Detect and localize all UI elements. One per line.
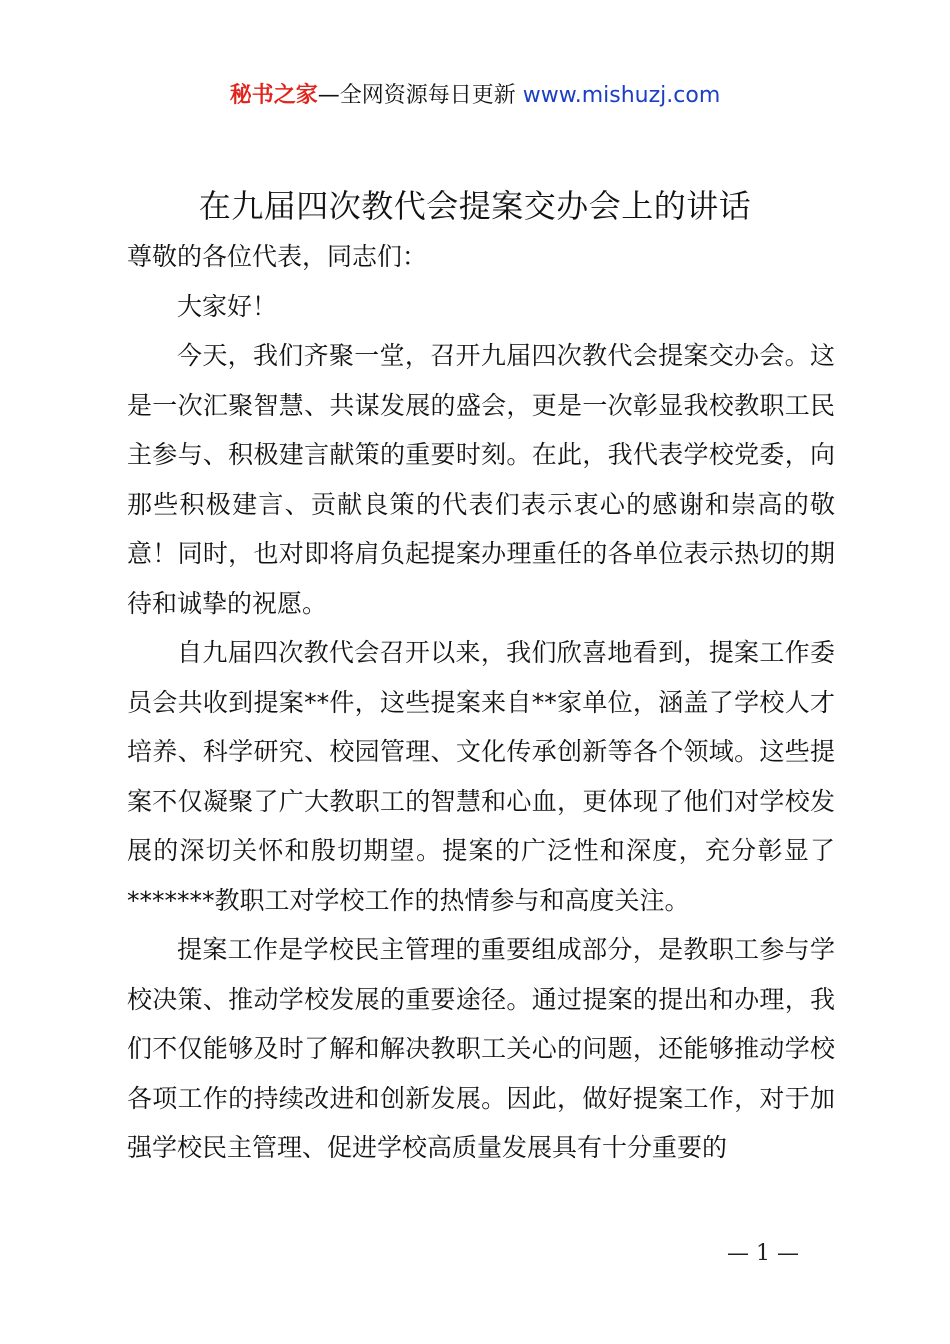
paragraph-proposals-summary: 自九届四次教代会召开以来，我们欣喜地看到，提案工作委员会共收到提案**件，这些提案来自**家单位，涵盖了学校人才培养、科学研究、校园管理、文化传承创新等各个领域。这些提案不仅凝聚了广大教职工的智慧和心血，更体现了他们对学校发展的深切关怀和殷切期望。提案的广泛性和深度，充分彰显了*******教职工对学校工作的热情参与和高度关注。 — [127, 638, 835, 915]
salutation: 尊敬的各位代表，同志们： — [127, 242, 428, 271]
site-url-link[interactable]: www.mishuzj.com — [522, 83, 721, 108]
page-number: — 1 — — [727, 1241, 799, 1266]
paragraph-greeting: 大家好！ — [177, 291, 278, 321]
document-title: 在九届四次教代会提案交办会上的讲话 — [198, 187, 752, 225]
paragraph-opening: 今天，我们齐聚一堂，召开九届四次教代会提案交办会。这是一次汇聚智慧、共谋发展的盛会，更是一次彰显我校教职工民主参与、积极建言献策的重要时刻。在此，我代表学校党委，向那些积极建言、贡献良策的代表们表示衷心的感谢和崇高的敬意！同时，也对即将肩负起提案办理重任的各单位表示热切的期待和诚挚的祝愿。 — [127, 341, 835, 618]
document-body — [127, 232, 835, 1173]
site-tagline: —全网资源每日更新 — [317, 83, 516, 108]
paragraph-proposal-importance: 提案工作是学校民主管理的重要组成部分，是教职工参与学校决策、推动学校发展的重要途径。通过提案的提出和办理，我们不仅能够及时了解和解决教职工关心的问题，还能够推动学校各项工作的持续改进和创新发展。因此，做好提案工作，对于加强学校民主管理、促进学校高质量发展具有十分重要的 — [127, 935, 835, 1162]
site-brand: 秘书之家 — [229, 83, 318, 108]
site-header — [0, 80, 950, 112]
